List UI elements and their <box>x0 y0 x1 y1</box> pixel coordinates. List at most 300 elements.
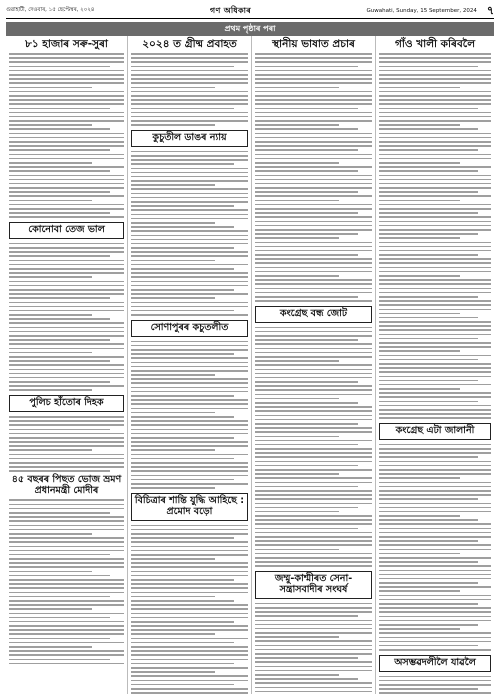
text-line <box>9 533 92 535</box>
article-body <box>9 243 124 391</box>
text-line <box>379 204 491 206</box>
headline-congress-alliance: কংগ্ৰেছ বন্ধ জোট <box>255 306 372 323</box>
text-line <box>131 680 248 682</box>
text-line <box>131 441 248 443</box>
text-line <box>131 163 234 165</box>
text-line <box>255 99 372 101</box>
text-line <box>9 449 92 451</box>
text-line <box>379 53 491 55</box>
text-line <box>131 264 248 266</box>
text-line <box>131 108 234 110</box>
text-line <box>255 431 372 433</box>
column-2 <box>128 36 252 694</box>
text-line <box>9 583 124 585</box>
text-line <box>255 486 358 488</box>
text-line <box>131 642 234 644</box>
headline-blood: কোনোবা তেজ ভাল <box>9 222 124 239</box>
column-1 <box>6 36 128 694</box>
text-line <box>255 423 358 425</box>
text-line <box>9 293 124 295</box>
article-body <box>379 676 491 694</box>
text-line <box>379 624 478 626</box>
text-line <box>379 338 478 340</box>
text-line <box>131 255 248 257</box>
text-line <box>379 313 460 315</box>
text-line <box>131 412 215 414</box>
text-line <box>255 267 372 269</box>
text-line <box>255 108 358 110</box>
text-line <box>131 646 248 648</box>
text-line <box>255 70 372 72</box>
text-line <box>255 507 358 509</box>
text-line <box>379 515 460 517</box>
text-line <box>131 214 248 216</box>
text-line <box>379 376 491 378</box>
text-line <box>131 95 248 97</box>
text-line <box>379 586 491 588</box>
page-number: ৭ <box>486 3 494 17</box>
text-line <box>131 362 248 364</box>
text-line <box>255 419 372 421</box>
text-line <box>255 191 358 193</box>
text-line <box>9 445 124 447</box>
text-line <box>255 128 358 130</box>
text-line <box>379 507 491 509</box>
text-line <box>9 529 124 531</box>
text-line <box>379 620 491 622</box>
text-line <box>9 633 124 635</box>
headline-pramod-boro: বিচিত্ৰাৰ শান্তি যুদ্ধি আহিছে : প্ৰমোদ বড়ো <box>131 493 248 521</box>
headline-kuchuti: কুচুতীল ডাঙৰ ন্যায় <box>131 130 248 147</box>
text-line <box>9 285 124 287</box>
text-line <box>131 654 248 656</box>
text-line <box>379 233 478 235</box>
text-line <box>379 561 478 563</box>
text-line <box>379 191 478 193</box>
columns <box>6 36 494 694</box>
text-line <box>131 87 215 89</box>
text-line <box>9 663 124 665</box>
text-line <box>9 377 124 379</box>
text-line <box>131 675 248 677</box>
text-line <box>379 628 460 630</box>
text-line <box>379 465 491 467</box>
text-line <box>131 260 215 262</box>
text-line <box>9 112 124 114</box>
text-line <box>255 498 372 500</box>
text-line <box>379 195 491 197</box>
text-line <box>379 246 491 248</box>
text-line <box>131 684 234 686</box>
text-line <box>131 550 248 552</box>
text-line <box>9 600 124 602</box>
text-line <box>379 392 491 394</box>
text-line <box>9 103 124 105</box>
text-line <box>131 370 248 372</box>
text-line <box>379 271 491 273</box>
text-line <box>255 364 372 366</box>
text-line <box>131 387 248 389</box>
text-line <box>379 396 491 398</box>
text-line <box>9 541 124 543</box>
text-line <box>131 671 215 673</box>
text-line <box>255 369 372 371</box>
headline-police: পুলিচ হাঁতোৰ দিহক <box>9 395 124 412</box>
text-line <box>9 592 124 594</box>
text-line <box>9 629 124 631</box>
text-line <box>9 175 124 177</box>
text-line <box>9 385 124 387</box>
text-line <box>379 304 491 306</box>
text-line <box>9 642 124 644</box>
text-line <box>131 566 248 568</box>
text-line <box>9 339 110 341</box>
text-line <box>9 276 92 278</box>
text-line <box>379 511 491 513</box>
text-line <box>131 243 248 245</box>
text-line <box>379 279 491 281</box>
headline-sonapur: সোণাপুৰৰ কচুতলীত <box>131 320 248 337</box>
article-body <box>9 53 124 218</box>
text-line <box>255 212 358 214</box>
text-line <box>9 659 110 661</box>
text-line <box>379 112 491 114</box>
text-line <box>255 254 358 256</box>
text-line <box>9 499 124 501</box>
text-line <box>9 466 124 468</box>
text-line <box>9 462 124 464</box>
text-line <box>379 95 491 97</box>
text-line <box>379 208 491 210</box>
text-line <box>131 575 248 577</box>
text-line <box>379 616 491 618</box>
text-line <box>255 204 372 206</box>
text-line <box>379 346 491 348</box>
column-3 <box>252 36 376 694</box>
text-line <box>9 381 110 383</box>
text-line <box>379 611 491 613</box>
text-line <box>255 477 372 479</box>
text-line <box>379 477 460 479</box>
article-body <box>255 327 372 567</box>
text-line <box>9 621 124 623</box>
text-line <box>131 579 234 581</box>
text-line <box>255 216 372 218</box>
text-line <box>379 540 478 542</box>
text-line <box>131 667 248 669</box>
text-line <box>9 66 110 68</box>
text-line <box>255 456 372 458</box>
text-line <box>379 108 478 110</box>
text-line <box>255 154 372 156</box>
text-line <box>131 226 234 228</box>
text-line <box>131 349 248 351</box>
text-line <box>9 331 124 333</box>
text-line <box>379 74 491 76</box>
text-line <box>255 158 372 160</box>
text-line <box>255 283 372 285</box>
text-line <box>9 575 110 577</box>
text-line <box>379 532 491 534</box>
text-line <box>255 394 372 396</box>
text-line <box>9 579 124 581</box>
text-line <box>255 523 372 525</box>
text-line <box>255 335 372 337</box>
text-line <box>379 498 478 500</box>
text-line <box>379 553 460 555</box>
text-line <box>131 197 248 199</box>
text-line <box>255 66 358 68</box>
text-line <box>131 285 248 287</box>
text-line <box>379 388 460 390</box>
text-line <box>9 128 110 130</box>
text-line <box>379 200 460 202</box>
text-line <box>379 187 491 189</box>
text-line <box>131 310 234 312</box>
text-line <box>131 429 248 431</box>
text-line <box>131 399 248 401</box>
text-line <box>255 360 339 362</box>
text-line <box>9 550 124 552</box>
text-line <box>9 212 110 214</box>
headline-81-thousand: ৮১ হাজাৰ সৰু-সুৰা <box>25 38 108 50</box>
text-line <box>379 486 491 488</box>
text-line <box>255 183 372 185</box>
text-line <box>131 91 248 93</box>
newspaper-logo: গণ অধিকাৰ <box>209 5 252 15</box>
text-line <box>255 469 372 471</box>
text-line <box>131 74 248 76</box>
text-line <box>379 523 491 525</box>
text-line <box>255 540 372 542</box>
text-line <box>255 661 372 663</box>
text-line <box>9 470 110 472</box>
text-line <box>131 188 248 190</box>
text-line <box>131 395 234 397</box>
text-line <box>379 283 491 285</box>
text-line <box>379 292 491 294</box>
text-line <box>9 195 124 197</box>
text-line <box>379 262 491 264</box>
text-line <box>379 557 491 559</box>
text-line <box>9 306 124 308</box>
text-line <box>131 420 248 422</box>
text-line <box>379 363 491 365</box>
text-line <box>9 613 124 615</box>
text-line <box>379 296 478 298</box>
text-line <box>255 536 372 538</box>
text-line <box>255 352 372 354</box>
article-body <box>9 416 124 472</box>
text-line <box>131 592 248 594</box>
text-line <box>9 53 124 55</box>
text-line <box>131 391 248 393</box>
text-line <box>255 620 372 622</box>
text-line <box>9 247 124 249</box>
text-line <box>379 229 491 231</box>
text-line <box>379 590 460 592</box>
text-line <box>131 604 248 606</box>
text-line <box>131 205 234 207</box>
text-line <box>131 617 248 619</box>
text-line <box>131 688 248 690</box>
text-line <box>255 258 372 260</box>
text-line <box>9 133 124 135</box>
text-line <box>131 99 248 101</box>
text-line <box>379 258 491 260</box>
text-line <box>131 314 248 316</box>
text-line <box>9 281 124 283</box>
text-line <box>9 458 124 460</box>
text-line <box>131 466 248 468</box>
text-line <box>9 322 124 324</box>
text-line <box>255 670 372 672</box>
text-line <box>379 599 491 601</box>
text-line <box>255 296 358 298</box>
text-line <box>379 216 491 218</box>
text-line <box>131 479 234 481</box>
text-line <box>379 66 478 68</box>
text-line <box>9 558 124 560</box>
text-line <box>379 444 491 446</box>
text-line <box>255 503 372 505</box>
text-line <box>379 87 460 89</box>
text-line <box>131 454 248 456</box>
text-line <box>9 264 124 266</box>
text-line <box>131 462 248 464</box>
text-line <box>255 53 372 55</box>
text-line <box>255 385 372 387</box>
text-line <box>9 625 124 627</box>
text-line <box>255 666 372 668</box>
text-line <box>9 587 124 589</box>
text-line <box>131 596 215 598</box>
text-line <box>379 519 478 521</box>
text-line <box>131 218 248 220</box>
text-line <box>255 452 372 454</box>
text-line <box>9 297 110 299</box>
text-line <box>379 133 491 135</box>
text-line <box>9 369 124 371</box>
text-line <box>131 382 248 384</box>
text-line <box>131 650 248 652</box>
text-line <box>379 494 491 496</box>
text-line <box>379 380 478 382</box>
text-line <box>9 162 92 164</box>
text-line <box>379 250 491 252</box>
text-line <box>255 279 372 281</box>
text-line <box>131 437 234 439</box>
text-line <box>379 149 478 151</box>
text-line <box>131 239 248 241</box>
text-line <box>379 317 478 319</box>
text-line <box>255 221 372 223</box>
text-line <box>255 553 372 555</box>
text-line <box>255 515 372 517</box>
text-line <box>131 357 248 359</box>
text-line <box>9 348 124 350</box>
text-line <box>379 684 491 686</box>
text-line <box>9 429 110 431</box>
text-line <box>131 449 215 451</box>
text-line <box>131 571 248 573</box>
article-body <box>379 444 491 651</box>
text-line <box>131 53 248 55</box>
text-line <box>255 565 372 567</box>
article-body <box>255 603 372 694</box>
text-line <box>131 176 248 178</box>
text-line <box>131 120 248 122</box>
text-line <box>131 408 248 410</box>
text-line <box>379 401 478 403</box>
text-line <box>255 377 372 379</box>
text-line <box>379 582 478 584</box>
text-line <box>379 103 491 105</box>
headline-modi-visit: ৪৫ বছৰৰ পিছত ভোজ ভ্ৰমণ প্ৰধানমন্ত্ৰী মোদীৰ <box>11 473 122 496</box>
text-line <box>255 137 372 139</box>
text-line <box>379 225 491 227</box>
text-line <box>255 519 372 521</box>
text-line <box>9 183 124 185</box>
text-line <box>379 409 491 411</box>
text-line <box>255 300 372 302</box>
text-line <box>9 638 110 640</box>
section-band: প্ৰথম পৃষ্ঠাৰ পৰা <box>6 22 494 36</box>
text-line <box>255 687 372 689</box>
text-line <box>379 179 491 181</box>
text-line <box>255 461 372 463</box>
text-line <box>131 621 234 623</box>
text-line <box>379 355 491 357</box>
text-line <box>131 692 248 694</box>
text-line <box>379 645 478 647</box>
text-line <box>255 465 358 467</box>
text-line <box>131 562 248 564</box>
text-line <box>255 57 372 59</box>
text-line <box>255 645 372 647</box>
article-body <box>131 53 248 126</box>
text-line <box>379 482 491 484</box>
text-line <box>379 154 491 156</box>
text-line <box>255 82 372 84</box>
text-line <box>9 124 92 126</box>
text-line <box>379 170 478 172</box>
text-line <box>131 403 248 405</box>
headline-jammu-kashmir: জম্মু-কাশ্মীৰত সেনা- সন্ত্ৰাসবাদীৰ সংঘৰ্ষ <box>255 571 372 599</box>
text-line <box>9 120 124 122</box>
text-line <box>131 487 215 489</box>
text-line <box>131 600 234 602</box>
text-line <box>9 537 124 539</box>
text-line <box>379 128 478 130</box>
text-line <box>379 78 491 80</box>
text-line <box>131 608 248 610</box>
text-line <box>379 82 491 84</box>
text-line <box>131 458 234 460</box>
text-line <box>255 237 339 239</box>
text-line <box>131 629 248 631</box>
text-line <box>9 154 124 156</box>
text-line <box>131 268 234 270</box>
text-line <box>9 650 124 652</box>
text-line <box>379 166 491 168</box>
text-line <box>131 57 248 59</box>
text-line <box>255 490 372 492</box>
text-line <box>9 608 92 610</box>
text-line <box>379 641 491 643</box>
text-line <box>9 617 110 619</box>
headline-village-empty: গাঁও খালী কৰিবলৈ <box>394 38 476 50</box>
